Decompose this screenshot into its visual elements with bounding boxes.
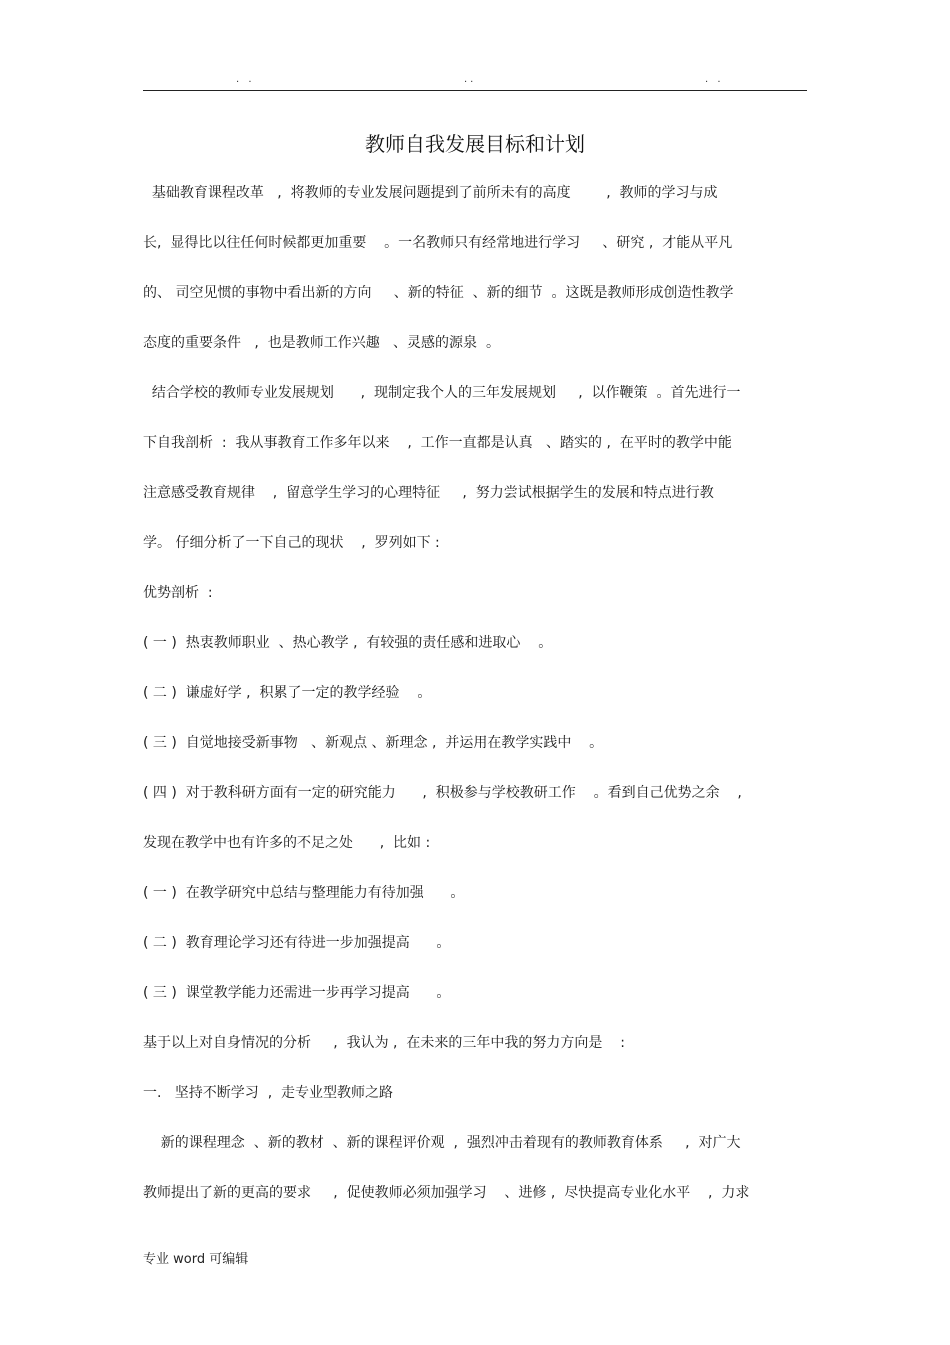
section-heading: 优势剖析 :: [143, 585, 213, 601]
body-line: 下自我剖析 : 我从事教育工作多年以来 , 工作一直都是认真 、踏实的 , 在平时的教学中能: [143, 435, 732, 451]
list-item: ( 二 ) 谦虚好学 , 积累了一定的教学经验 。: [143, 685, 432, 701]
document-title: 教师自我发展目标和计划: [365, 132, 585, 156]
page-footer: 专业 word 可编辑: [143, 1252, 249, 1267]
list-item: ( 三 ) 自觉地接受新事物 、新观点 、新理念 , 并运用在教学实践中 。: [143, 735, 604, 751]
body-line: 态度的重要条件 , 也是教师工作兴趣 、灵感的源泉 。: [143, 335, 500, 351]
body-line: 的、 司空见惯的事物中看出新的方向 、新的特征 、新的细节 。这既是教师形成创造性教学: [143, 285, 734, 301]
body-line: 基础教育课程改革 , 将教师的专业发展问题提到了前所未有的高度 , 教师的学习与成: [143, 185, 718, 201]
section-heading: 一. 坚持不断学习 , 走专业型教师之路: [143, 1085, 394, 1101]
body-line: 教师提出了新的更高的要求 , 促使教师必须加强学习 、进修 , 尽快提高专业化水平 , 力求: [143, 1185, 750, 1201]
header-dots-right: . .: [705, 74, 724, 85]
list-item: ( 一 ) 热衷教师职业 、热心教学 , 有较强的责任感和进取心 。: [143, 635, 553, 651]
header-dots-left: . .: [236, 74, 255, 85]
body-line: 学。 仔细分析了一下自己的现状 , 罗列如下 :: [143, 535, 440, 551]
body-line: 新的课程理念 、新的教材 、新的课程评价观 , 强烈冲击着现有的教师教育体系 , 对广大: [143, 1135, 741, 1151]
list-item: ( 四 ) 对于教科研方面有一定的研究能力 , 积极参与学校教研工作 。看到自己优势之余 ,: [143, 785, 742, 801]
body-line: 注意感受教育规律 , 留意学生学习的心理特征 , 努力尝试根据学生的发展和特点进行教: [143, 485, 714, 501]
body-line: 长, 显得比以往任何时候都更加重要 。一名教师只有经常地进行学习 、研究 , 才能从平凡: [143, 235, 733, 251]
body-line: 结合学校的教师专业发展规划 , 现制定我个人的三年发展规划 , 以作鞭策 。首先进行一: [143, 385, 741, 401]
body-line: 基于以上对自身情况的分析 , 我认为 , 在未来的三年中我的努力方向是 :: [143, 1035, 625, 1051]
document-body: [143, 175, 808, 1225]
header-rule: [143, 90, 807, 91]
list-item: ( 一 ) 在教学研究中总结与整理能力有待加强 。: [143, 885, 465, 901]
body-line: 发现在教学中也有许多的不足之处 , 比如 :: [143, 835, 431, 851]
list-item: ( 三 ) 课堂教学能力还需进一步再学习提高 。: [143, 985, 451, 1001]
list-item: ( 二 ) 教育理论学习还有待进一步加强提高 。: [143, 935, 451, 951]
header-dots-center: ..: [464, 74, 477, 85]
